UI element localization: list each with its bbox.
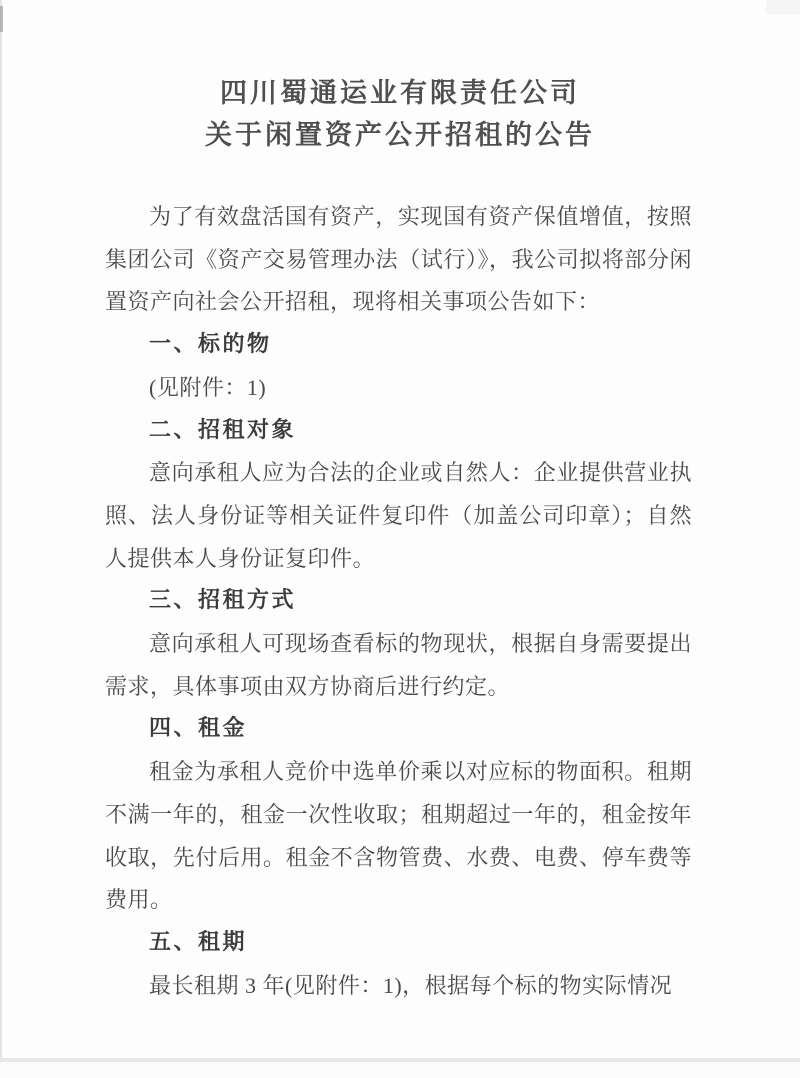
scan-bottom-strip — [0, 1062, 800, 1078]
section-2-heading: 二、招租对象 — [149, 417, 297, 443]
section-3-paragraph: 意向承租人可现场查看标的物现状，根据自身需要提出需求，具体事项由双方协商后进行约定。 — [105, 631, 692, 699]
section-3-heading: 三、招租方式 — [149, 588, 297, 614]
document-body — [105, 196, 692, 1007]
section-2-paragraph: 意向承租人应为合法的企业或自然人：企业提供营业执照、法人身份证等相关证件复印件（加盖公司印章）；自然人提供本人身份证复印件。 — [105, 460, 692, 571]
scan-artifact-top-left — [0, 6, 3, 32]
section-1-attachment-note: (见附件：1) — [149, 374, 267, 400]
section-4-paragraph: 租金为承租人竞价中选单价乘以对应标的物面积。租期不满一年的，租金一次性收取；租期超过一年的，租金按年收取，先付后用。租金不含物管费、水费、电费、停车费等费用。 — [105, 759, 692, 913]
document-title — [0, 72, 800, 156]
scan-artifact-top-right — [766, 0, 800, 14]
intro-paragraph: 为了有效盘活国有资产，实现国有资产保值增值，按照集团公司《资产交易管理办法（试行）》，我公司拟将部分闲置资产向社会公开招租，现将相关事项公告如下： — [105, 204, 692, 315]
document-title-line-2: 关于闲置资产公开招租的公告 — [205, 120, 595, 150]
scan-left-edge-line — [0, 0, 2, 1060]
section-4-heading: 四、租金 — [149, 716, 248, 742]
section-1-heading: 一、标的物 — [149, 332, 272, 358]
section-5-heading: 五、租期 — [149, 929, 248, 955]
document-title-line-1: 四川蜀通运业有限责任公司 — [220, 78, 580, 108]
section-5-paragraph: 最长租期 3 年(见附件：1)，根据每个标的物实际情况 — [149, 972, 673, 998]
